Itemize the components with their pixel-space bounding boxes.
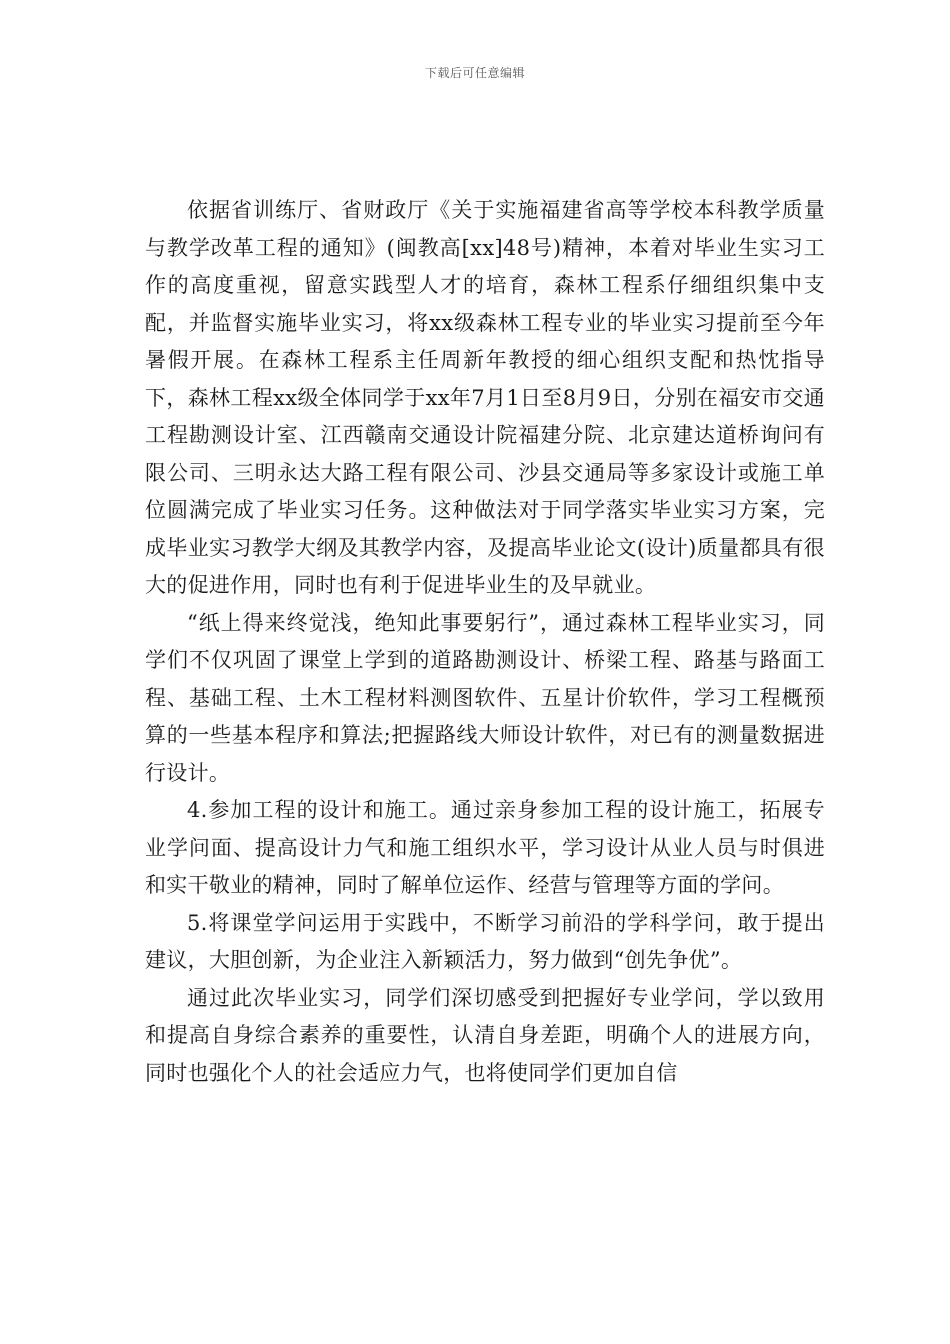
document-body — [145, 192, 825, 1092]
paragraph-1: 依据省训练厅、省财政厅《关于实施福建省高等学校本科教学质量与教学改革工程的通知》(闽教高[xx]48号)精神，本着对毕业生实习工作的高度重视，留意实践型人才的培育，森林工程系仔细组织集中支配，并监督实施毕业实习，将xx级森林工程专业的毕业实习提前至今年暑假开展。在森林工程系主任周新年教授的细心组织支配和热忱指导下，森林工程xx级全体同学于xx年7月1日至8月9日，分别在福安市交通工程勘测设计室、江西赣南交通设计院福建分院、北京建达道桥询问有限公司、三明永达大路工程有限公司、沙县交通局等多家设计或施工单位圆满完成了毕业实习任务。这种做法对于同学落实毕业实习方案，完成毕业实习教学大纲及其教学内容，及提高毕业论文(设计)质量都具有很大的促进作用，同时也有利于促进毕业生的及早就业。 — [145, 198, 825, 597]
page-header-note: 下载后可任意编辑 — [424, 66, 525, 80]
paragraph-5: 通过此次毕业实习，同学们深切感受到把握好专业学问，学以致用和提高自身综合素养的重要性，认清自身差距，明确个人的进展方向，同时也强化个人的社会适应力气，也将使同学们更加自信 — [145, 985, 825, 1085]
paragraph-2: “纸上得来终觉浅，绝知此事要躬行”，通过森林工程毕业实习，同学们不仅巩固了课堂上学到的道路勘测设计、桥梁工程、路基与路面工程、基础工程、土木工程材料测图软件、五星计价软件，学习工程概预算的一些基本程序和算法;把握路线大师设计软件，对已有的测量数据进行设计。 — [145, 610, 825, 785]
paragraph-4: 5.将课堂学问运用于实践中，不断学习前沿的学科学问，敢于提出建议，大胆创新，为企业注入新颖活力，努力做到“创先争优”。 — [145, 910, 825, 972]
paragraph-3: 4.参加工程的设计和施工。通过亲身参加工程的设计施工，拓展专业学问面、提高设计力气和施工组织水平，学习设计从业人员与时俱进和实干敬业的精神，同时了解单位运作、经营与管理等方面的学问。 — [145, 798, 825, 897]
